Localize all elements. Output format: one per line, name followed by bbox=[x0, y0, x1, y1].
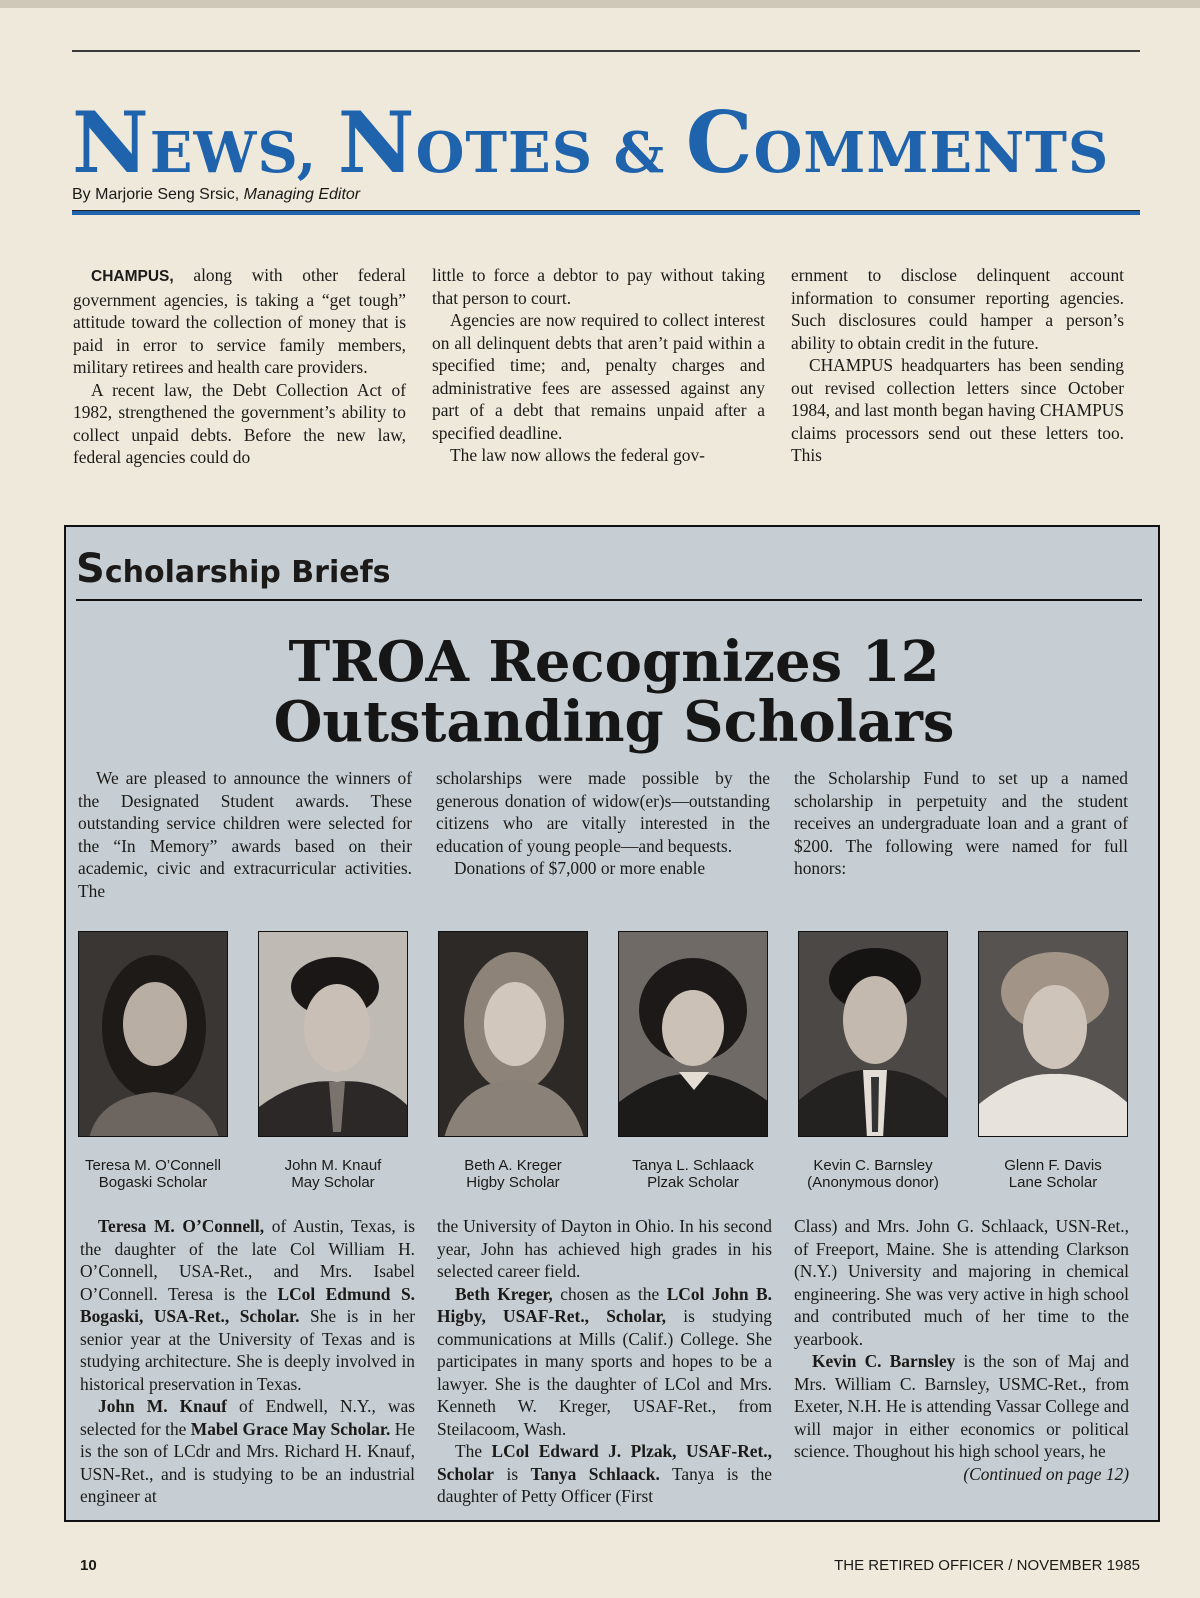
scholar-name: Teresa M. O’Connell, bbox=[98, 1216, 265, 1236]
caption-award: May Scholar bbox=[291, 1174, 375, 1191]
masthead-text: OMMENTS bbox=[753, 120, 1110, 186]
briefs-paragraph: scholarships were made possible by the generous donation of widow(er)s—outstanding citizens who are vitally interested in the education of young people—and bequests. bbox=[436, 768, 770, 856]
section-title-text: cholarship Briefs bbox=[104, 555, 391, 590]
intro-article bbox=[73, 264, 1125, 469]
briefs-column-2 bbox=[436, 767, 770, 902]
caption-award: Bogaski Scholar bbox=[98, 1174, 208, 1191]
bios-column-1 bbox=[80, 1215, 415, 1508]
intro-paragraph: little to force a debtor to pay without taking that person to court. bbox=[432, 265, 765, 308]
byline bbox=[72, 186, 360, 204]
scholarship-name: LCol Edmund S. Bogaski, USA-Ret., Scholar. bbox=[80, 1283, 415, 1326]
publication-footer: THE RETIRED OFFICER / NOVEMBER 1985 bbox=[834, 1557, 1140, 1574]
photo-caption bbox=[63, 1157, 243, 1191]
scholarship-name: LCol John B. Higby, USAF-Ret., Scholar, bbox=[437, 1283, 773, 1326]
scholarship-box bbox=[64, 525, 1160, 1522]
page-edge bbox=[0, 0, 1200, 8]
article-headline: TROA Recognizes 12 Outstanding Scholars bbox=[273, 629, 955, 755]
photo-caption bbox=[243, 1157, 423, 1191]
continued-note: (Continued on page 12) bbox=[963, 1463, 1129, 1484]
portrait-photo bbox=[798, 931, 948, 1137]
intro-paragraph: Agencies are now required to collect interest on all delinquent debts that aren’t paid within a specified time; and, penalty charges and administrative fees are assessed against any part of a debt that remains unpaid after a specified deadline. bbox=[432, 310, 765, 443]
caption-award: Plzak Scholar bbox=[647, 1174, 739, 1191]
intro-column-2 bbox=[432, 264, 765, 469]
scholar-name: Beth Kreger, bbox=[455, 1283, 553, 1304]
masthead-text: OTES & bbox=[415, 120, 686, 186]
briefs-paragraph: Donations of $7,000 or more enable bbox=[454, 858, 706, 878]
briefs-column-1 bbox=[78, 767, 412, 902]
page-number: 10 bbox=[80, 1557, 97, 1574]
portrait-photo bbox=[978, 931, 1128, 1137]
masthead-initial: N bbox=[337, 93, 416, 192]
portrait-photo bbox=[78, 931, 228, 1137]
briefs-intro bbox=[78, 767, 1130, 902]
photo-caption bbox=[423, 1157, 603, 1191]
scholarship-name: LCol Edward J. Plzak, USAF-Ret., Scholar bbox=[437, 1441, 772, 1484]
intro-paragraph: ernment to disclose delinquent account information to consumer reporting agencies. Such disclosures could hamper a person’s ability to obtain credit in the future. bbox=[791, 265, 1124, 353]
intro-paragraph: The law now allows the federal gov- bbox=[450, 445, 705, 465]
scholar-name: Tanya Schlaack. bbox=[530, 1463, 660, 1484]
bio-text: Class) and Mrs. John G. Schlaack, USN-Ret., of Freeport, Maine. She is attending Clarkson (N.Y.) University and majoring in chemical engineering. She was very active in high school and contributed much of her time to the yearbook. bbox=[794, 1216, 1129, 1349]
caption-name: Beth A. Kreger bbox=[464, 1157, 562, 1174]
intro-paragraph: CHAMPUS headquarters has been sending out revised collection letters since October 1984, and last month began having CHAMPUS claims processors send out these letters too. This bbox=[791, 355, 1124, 465]
caption-award: Lane Scholar bbox=[1008, 1174, 1098, 1191]
caption-name: Kevin C. Barnsley bbox=[813, 1157, 933, 1174]
briefs-column-3 bbox=[794, 767, 1128, 902]
scholarship-name: Mabel Grace May Scholar. bbox=[190, 1418, 391, 1439]
bio-text: He is the son of LCdr and Mrs. Richard H. Knauf, USN-Ret., and is studying to be an industrial engineer at bbox=[80, 1418, 415, 1506]
intro-column-1 bbox=[73, 264, 406, 469]
bio-text: of Endwell, N.Y., was selected for the bbox=[80, 1396, 415, 1439]
byline-author: By Marjorie Seng Srsic, bbox=[72, 186, 244, 203]
caption-name: Glenn F. Davis bbox=[1004, 1157, 1102, 1174]
briefs-paragraph: the Scholarship Fund to set up a named scholarship in perpetuity and the student receives an undergraduate loan and a grant of $200. The following were named for full honors: bbox=[794, 768, 1128, 878]
caption-name: Tanya L. Schlaack bbox=[632, 1157, 754, 1174]
caption-award: Higby Scholar bbox=[466, 1174, 560, 1191]
byline-role: Managing Editor bbox=[243, 186, 361, 203]
bio-text: of Austin, Texas, is the daughter of the late Col William H. O’Connell, USA-Ret., and Mrs. Isabel O’Connell. Teresa is the bbox=[80, 1216, 415, 1304]
bios-column-2 bbox=[437, 1215, 772, 1508]
briefs-paragraph: We are pleased to announce the winners of the Designated Student awards. These outstanding service children were selected for the “In Memory” awards based on their academic, civic and extracurricular activities. The bbox=[78, 768, 412, 901]
caption-name: John M. Knauf bbox=[284, 1157, 382, 1174]
bio-text: She is in her senior year at the University of Texas and is studying architecture. She is deeply involved in historical preservation in Texas. bbox=[80, 1306, 415, 1394]
bio-text: Tanya is the daughter of Petty Officer (First bbox=[437, 1463, 773, 1506]
bio-text: The bbox=[455, 1441, 492, 1461]
caption-award: (Anonymous donor) bbox=[807, 1174, 939, 1191]
top-rule bbox=[72, 50, 1140, 52]
masthead-initial: C bbox=[685, 93, 754, 192]
scholar-bios bbox=[80, 1215, 1130, 1508]
intro-text: along with other federal government agencies, is taking a “get tough” attitude toward the collection of money that is paid in error to service family members, military retirees and health care providers. bbox=[73, 265, 406, 377]
portrait-photo bbox=[438, 931, 588, 1137]
caption-name: Teresa M. O’Connell bbox=[85, 1157, 221, 1174]
photo-caption bbox=[963, 1157, 1143, 1191]
photo-caption bbox=[783, 1157, 963, 1191]
masthead-initial: N bbox=[72, 93, 150, 192]
masthead-text: EWS, bbox=[149, 120, 338, 186]
bio-text: is studying communications at Mills (Calif.) College. She participates in many sports and hopes to be a lawyer. She is the daughter of LCol and Mrs. Kenneth W. Kreger, USAF-Ret., from Steilacoom, Wash. bbox=[437, 1306, 772, 1439]
lead-word: CHAMPUS, bbox=[91, 268, 174, 285]
bio-text: chosen as the bbox=[552, 1283, 667, 1304]
photo-caption bbox=[603, 1157, 783, 1191]
scholar-name: John M. Knauf bbox=[98, 1396, 227, 1416]
section-title bbox=[76, 547, 1142, 601]
portrait-photo bbox=[258, 931, 408, 1137]
intro-column-3 bbox=[791, 264, 1124, 469]
section-title-initial: S bbox=[76, 546, 105, 592]
intro-paragraph: A recent law, the Debt Collection Act of 1982, strengthened the government’s ability to collect unpaid debts. Before the new law, federal agencies could do bbox=[73, 379, 406, 467]
portrait-photo bbox=[618, 931, 768, 1137]
bio-text: is the son of Maj and Mrs. William C. Barnsley, USMC-Ret., from Exeter, N.H. He is attending Vassar College and will major in either economics or political science. Thoughout his high school years, he bbox=[794, 1351, 1129, 1461]
bio-text: is bbox=[494, 1463, 531, 1484]
bio-text: the University of Dayton in Ohio. In his second year, John has achieved high grades in his selected career field. bbox=[437, 1216, 772, 1281]
blue-rule bbox=[72, 211, 1140, 215]
scholar-name: Kevin C. Barnsley bbox=[812, 1351, 956, 1371]
bios-column-3 bbox=[794, 1215, 1129, 1508]
